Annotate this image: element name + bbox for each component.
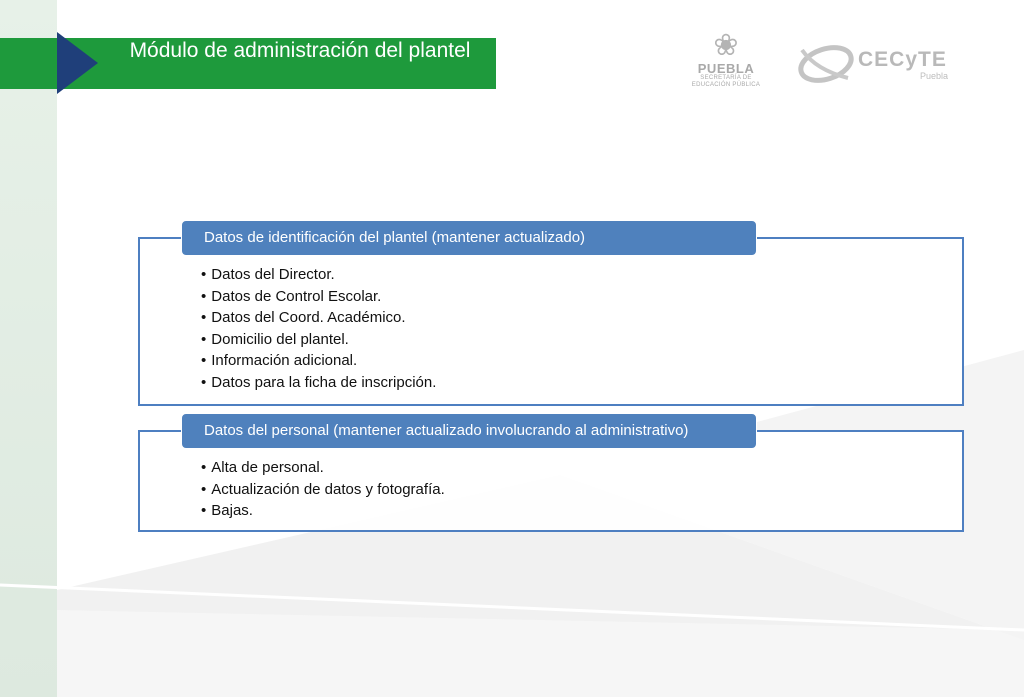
puebla-logo-name: PUEBLA xyxy=(697,61,755,76)
list-item: • Datos para la ficha de inscripción. xyxy=(201,372,436,394)
list-item: • Actualización de datos y fotografía. xyxy=(201,479,445,501)
list-item: • Alta de personal. xyxy=(201,457,445,479)
identification-bullet-list xyxy=(201,264,436,394)
list-item: • Datos de Control Escolar. xyxy=(201,286,436,308)
cecyte-swoosh-icon xyxy=(796,40,858,86)
cecyte-logo xyxy=(796,40,956,90)
puebla-sep-logo xyxy=(686,30,766,96)
title-arrow-icon xyxy=(57,32,98,94)
puebla-emblem-icon: ❀ xyxy=(713,29,739,62)
list-item: • Domicilio del plantel. xyxy=(201,329,436,351)
list-item: • Datos del Coord. Académico. xyxy=(201,307,436,329)
section-header-identification: Datos de identificación del plantel (mantener actualizado) xyxy=(181,220,757,256)
personnel-bullet-list xyxy=(201,457,445,522)
list-item: • Datos del Director. xyxy=(201,264,436,286)
cecyte-logo-state: Puebla xyxy=(920,71,949,81)
section-header-personnel: Datos del personal (mantener actualizado involucrando al administrativo) xyxy=(181,413,757,449)
list-item: • Información adicional. xyxy=(201,350,436,372)
puebla-logo-line2: EDUCACIÓN PÚBLICA xyxy=(691,82,761,88)
puebla-logo-line1: SECRETARÍA DE xyxy=(700,75,752,81)
slide-title: Módulo de administración del plantel xyxy=(129,39,471,62)
cecyte-logo-name: CECyTE xyxy=(858,48,947,71)
list-item: • Bajas. xyxy=(201,500,445,522)
